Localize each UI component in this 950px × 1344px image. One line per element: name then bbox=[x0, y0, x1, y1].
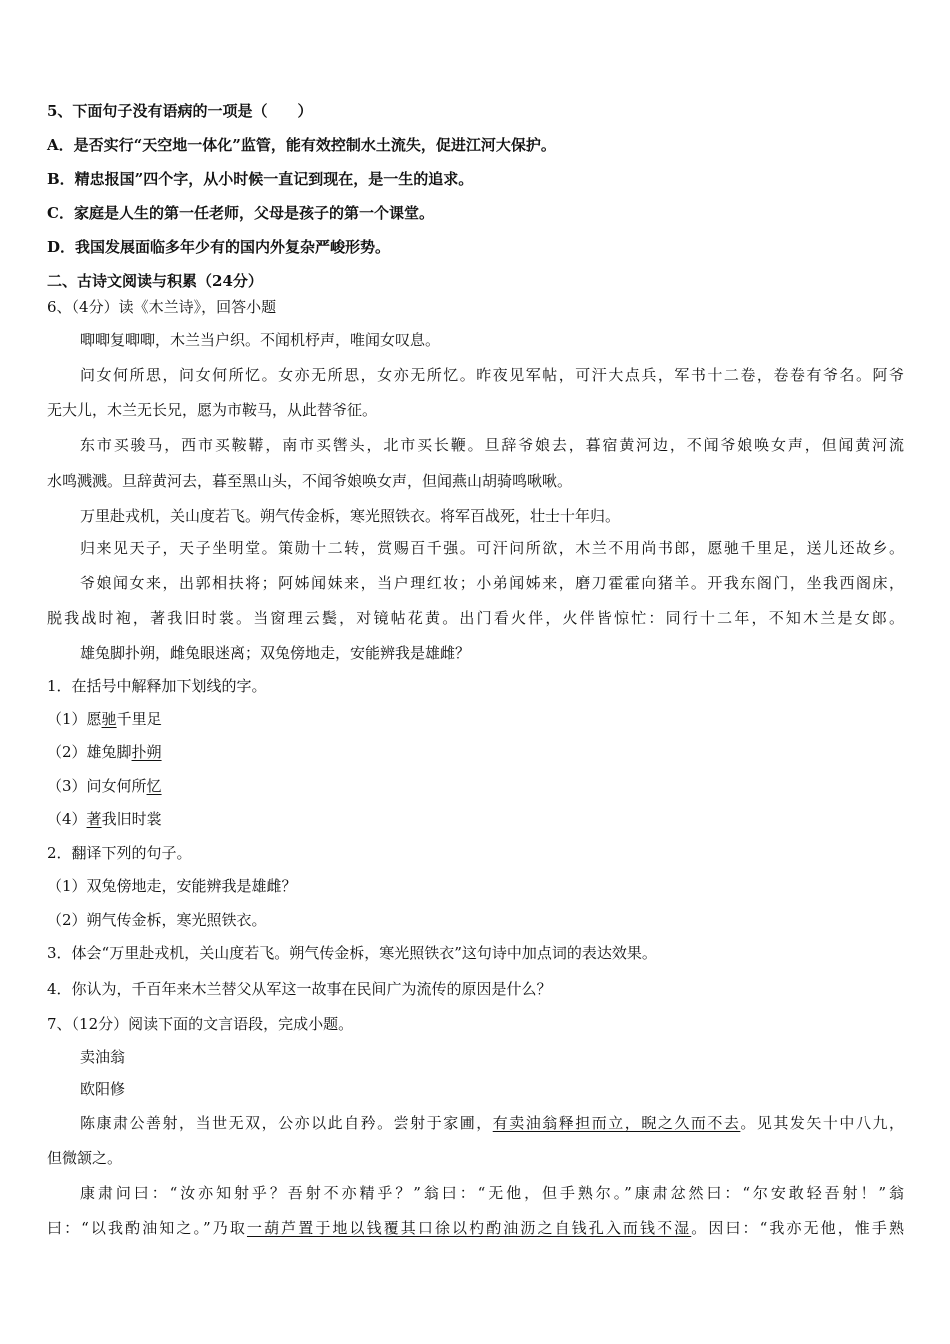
poem-line: 问女何所思，问女何所忆。女亦无所思，女亦无所忆。昨夜见军帖，可汗大点兵，军书十二卷，卷卷有爷名。阿爷 bbox=[80, 366, 904, 384]
item-suffix: 我旧时裳 bbox=[101, 810, 162, 828]
q7-passage-title: 卖油翁 bbox=[80, 1048, 126, 1066]
q7-paragraph-1-line-1 bbox=[80, 1112, 904, 1134]
underlined-sentence: 一葫芦置于地以钱覆其口徐以杓酌油沥之自钱孔入而钱不湿 bbox=[246, 1219, 692, 1237]
item-prefix: （1）愿 bbox=[47, 710, 102, 728]
q6-sub2-title: 2．翻译下列的句子。 bbox=[47, 844, 192, 862]
q6-sub1-item-1 bbox=[47, 708, 162, 730]
q7-paragraph-1-line-2: 但微颔之。 bbox=[47, 1149, 123, 1167]
q6-sub2-item-2: （2）朔气传金柝，寒光照铁衣。 bbox=[47, 911, 267, 929]
item-prefix: （2）雄兔脚 bbox=[47, 743, 132, 761]
poem-line: 雄兔脚扑朔，雌兔眼迷离；双兔傍地走，安能辨我是雄雌？ bbox=[80, 644, 471, 662]
underlined-word: 忆 bbox=[146, 777, 162, 795]
q7-paragraph-2-line-2 bbox=[47, 1217, 904, 1239]
poem-line: 归来见天子，天子坐明堂。策勋十二转，赏赐百千强。可汗问所欲，木兰不用尚书郎，愿驰千里足，送儿还故乡。 bbox=[80, 539, 904, 557]
poem-line: 爷娘闻女来，出郭相扶将；阿姊闻妹来，当户理红妆；小弟闻姊来，磨刀霍霍向猪羊。开我东阁门，坐我西阁床， bbox=[80, 574, 904, 592]
q5-option-a: A．是否实行“天空地一体化”监管，能有效控制水土流失，促进江河大保护。 bbox=[47, 136, 556, 154]
q6-sub2-item-1: （1）双兔傍地走，安能辨我是雄雌？ bbox=[47, 877, 297, 895]
item-prefix: （4） bbox=[47, 810, 87, 828]
text-segment: 陈康肃公善射，当世无双，公亦以此自矜。尝射于家圃， bbox=[80, 1114, 493, 1132]
q6-sub1-item-2 bbox=[47, 741, 162, 763]
q5-stem: 5、下面句子没有语病的一项是（ ） bbox=[47, 102, 313, 120]
poem-line: 万里赴戎机，关山度若飞。朔气传金柝，寒光照铁衣。将军百战死，壮士十年归。 bbox=[80, 507, 621, 525]
q7-paragraph-2-line-1: 康肃问曰：“汝亦知射乎？吾射不亦精乎？”翁曰：“无他，但手熟尔。”康肃忿然曰：“尔安敢轻吾射！”翁 bbox=[80, 1184, 904, 1202]
q5-option-c: C．家庭是人生的第一任老师，父母是孩子的第一个课堂。 bbox=[47, 204, 434, 222]
q5-option-b: B．精忠报国”四个字，从小时候一直记到现在，是一生的追求。 bbox=[47, 170, 474, 188]
q5-option-d: D．我国发展面临多年少有的国内外复杂严峻形势。 bbox=[47, 238, 391, 256]
poem-line: 东市买骏马，西市买鞍鞯，南市买辔头，北市买长鞭。旦辞爷娘去，暮宿黄河边，不闻爷娘唤女声，但闻黄河流 bbox=[80, 436, 904, 454]
item-prefix: （3）问女何所 bbox=[47, 777, 147, 795]
q6-sub1-item-3 bbox=[47, 775, 162, 797]
q6-sub3: 3．体会“万里赴戎机，关山度若飞。朔气传金柝，寒光照铁衣”这句诗中加点词的表达效果。 bbox=[47, 944, 657, 962]
q6-sub1-item-4 bbox=[47, 808, 162, 830]
poem-line: 脱我战时袍，著我旧时裳。当窗理云鬓，对镜帖花黄。出门看火伴，火伴皆惊忙：同行十二年，不知木兰是女郎。 bbox=[47, 609, 904, 627]
text-segment: 曰：“以我酌油知之。”乃取 bbox=[47, 1219, 247, 1237]
q6-sub1-title: 1．在括号中解释加下划线的字。 bbox=[47, 677, 267, 695]
poem-line: 无大儿，木兰无长兄，愿为市鞍马，从此替爷征。 bbox=[47, 401, 378, 419]
q6-stem: 6、（4分）读《木兰诗》，回答小题 bbox=[47, 298, 277, 316]
poem-line: 唧唧复唧唧，木兰当户织。不闻机杼声，唯闻女叹息。 bbox=[80, 331, 441, 349]
q7-stem: 7、（12分）阅读下面的文言语段，完成小题。 bbox=[47, 1015, 354, 1033]
q6-sub4: 4．你认为，千百年来木兰替父从军这一故事在民间广为流传的原因是什么？ bbox=[47, 980, 552, 998]
text-segment: 。见其发矢十中八九， bbox=[740, 1114, 904, 1132]
item-suffix: 千里足 bbox=[116, 710, 162, 728]
underlined-word: 著 bbox=[86, 810, 102, 828]
underlined-word: 驰 bbox=[101, 710, 117, 728]
underlined-sentence: 有卖油翁释担而立，睨之久而不去 bbox=[492, 1114, 741, 1132]
section2-title: 二、古诗文阅读与积累（24分） bbox=[47, 272, 263, 290]
underlined-word: 扑朔 bbox=[131, 743, 162, 761]
q7-passage-author: 欧阳修 bbox=[80, 1080, 126, 1098]
text-segment: 。因曰：“我亦无他，惟手熟 bbox=[691, 1219, 904, 1237]
poem-line: 水鸣溅溅。旦辞黄河去，暮至黑山头，不闻爷娘唤女声，但闻燕山胡骑鸣啾啾。 bbox=[47, 472, 573, 490]
